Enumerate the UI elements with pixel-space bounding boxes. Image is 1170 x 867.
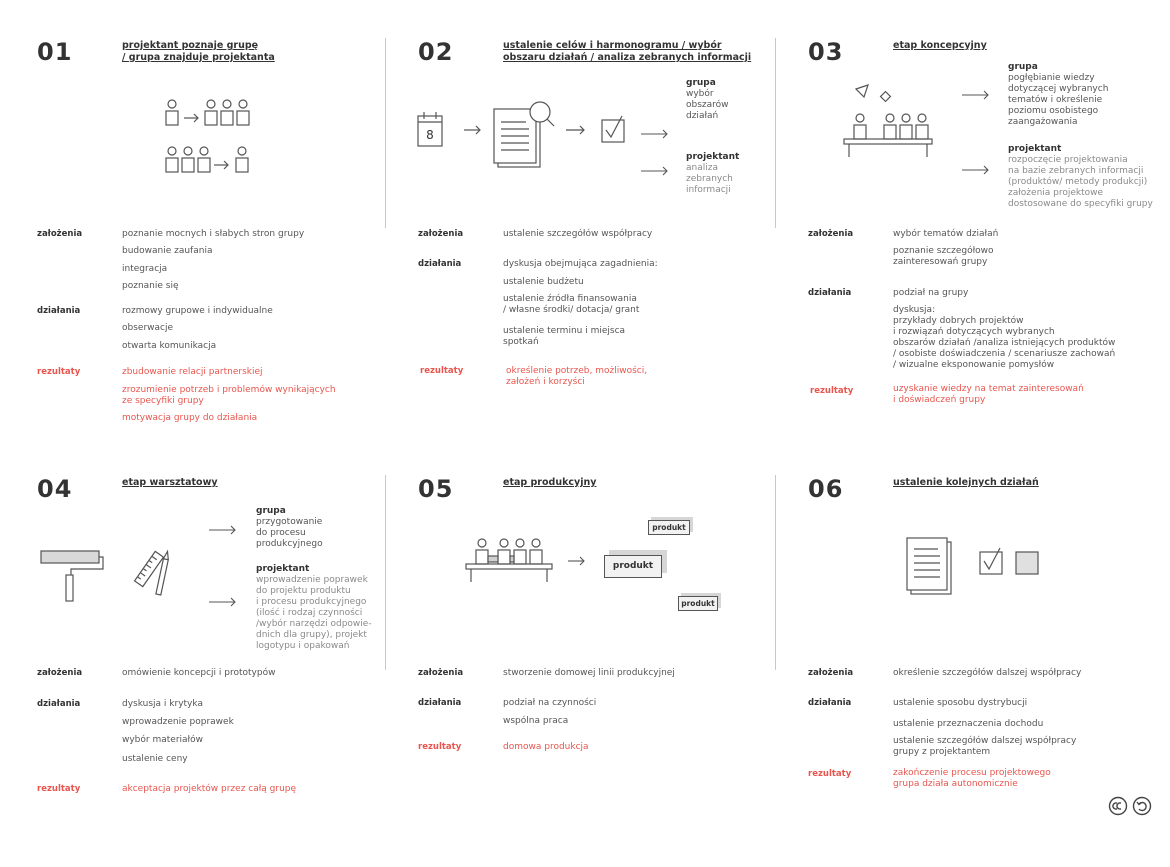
stage-title: ustalenie kolejnych działań	[893, 477, 1039, 488]
production-line-illustration	[464, 537, 556, 583]
calendar-icon	[418, 112, 442, 146]
stage-title: etap koncepcyjny	[893, 40, 987, 51]
action-item: dyskusja: przykłady dobrych projektów i rozwiązań dotyczących wybranych obszarów działań /analiza istniejących produktów / osobiste doświadczenia / scenariusze zachowań / wizualne eksponowanie pomysłów	[893, 305, 1116, 370]
assumption-item: poznanie szczegółowo zainteresowań grupy	[893, 246, 994, 267]
action-item: ustalenie przeznaczenia dochodu	[893, 719, 1044, 729]
checkbox-checked-icon	[980, 548, 1002, 574]
arrow-right-icon	[214, 161, 228, 169]
planning-illustration	[418, 102, 633, 212]
actions-label: działania	[418, 698, 462, 708]
side-note-group: grupa przygotowanie do procesu produkcyjnego	[256, 506, 323, 549]
triangle-icon	[856, 85, 868, 97]
action-item: wspólna praca	[503, 716, 569, 726]
action-item: wybór materiałów	[122, 735, 203, 745]
side-note-label: grupa	[686, 78, 716, 88]
arrow-right-icon	[568, 556, 586, 566]
action-item: ustalenie budżetu	[503, 277, 584, 287]
action-item: wprowadzenie poprawek	[122, 717, 234, 727]
action-item: otwarta komunikacja	[122, 341, 217, 351]
table-icon	[844, 139, 932, 144]
assumption-item: budowanie zaufania	[122, 246, 213, 256]
checkbox-checked-icon	[602, 116, 624, 142]
assumption-item: integracja	[122, 264, 168, 274]
creative-commons-license-icons	[1108, 796, 1154, 816]
action-item: rozmowy grupowe i indywidualne	[122, 306, 273, 316]
assumption-item: poznanie mocnych i słabych stron grupy	[122, 229, 305, 239]
person-icon	[166, 100, 178, 125]
results-label: rezultaty	[37, 367, 81, 377]
result-item: uzyskanie wiedzy na temat zainteresowań i doświadczeń grupy	[893, 384, 1084, 405]
result-item: określenie potrzeb, możliwości, założeń i korzyści	[506, 366, 648, 387]
side-note-designer: projektant wprowadzenie poprawek do projektu produktu i procesu produkcyjnego (ilość i rodzaj czynności /wybór narzędzi odpowie- dnich dla grupy), projekt logotypu i opakowań	[256, 564, 372, 651]
side-note-group: grupa wybór obszarów działań	[686, 78, 729, 121]
arrow-right-icon	[641, 129, 669, 139]
paint-roller-icon	[41, 551, 103, 601]
arrow-right-icon	[209, 525, 237, 535]
result-item: akceptacja projektów przez całą grupę	[122, 784, 297, 794]
side-note-designer: projektant analiza zebranych informacji	[686, 152, 740, 195]
results-label: rezultaty	[418, 742, 462, 752]
actions-label: działania	[808, 698, 852, 708]
action-item: podział na czynności	[503, 698, 597, 708]
action-item: ustalenie sposobu dystrybucji	[893, 698, 1028, 708]
results-label: rezultaty	[420, 366, 464, 376]
assumptions-label: założenia	[808, 229, 854, 239]
actions-label: działania	[418, 259, 462, 269]
result-item: zbudowanie relacji partnerskiej	[122, 367, 263, 377]
arrow-right-icon	[184, 114, 198, 122]
side-note-label: projektant	[256, 564, 310, 574]
action-item: dyskusja obejmująca zagadnienia:	[503, 259, 658, 269]
assumption-item: poznanie się	[122, 281, 179, 291]
assumption-item: wybór tematów działań	[893, 229, 999, 239]
group-icon	[166, 147, 210, 172]
stage-number: 03	[808, 38, 844, 66]
assumptions-label: założenia	[418, 229, 464, 239]
stage-02-panel	[418, 40, 798, 430]
diamond-icon	[881, 92, 891, 102]
stage-01-panel	[37, 40, 417, 430]
stage-number: 04	[37, 475, 73, 503]
product-label: produkt	[612, 561, 654, 571]
stage-04-panel	[37, 477, 417, 867]
stage-title: etap warsztatowy	[122, 477, 218, 488]
stage-number: 01	[37, 38, 73, 66]
assumption-item: określenie szczegółów dalszej współpracy	[893, 668, 1082, 678]
stage-number: 02	[418, 38, 454, 66]
side-note-label: projektant	[1008, 144, 1062, 154]
stage-number: 05	[418, 475, 454, 503]
result-item: motywacja grupy do działania	[122, 413, 258, 423]
arrow-right-icon	[641, 166, 669, 176]
assumption-item: ustalenie szczegółów współpracy	[503, 229, 653, 239]
assumptions-label: założenia	[418, 668, 464, 678]
product-box-small	[648, 520, 690, 535]
side-note-designer: projektant rozpoczęcie projektowania na bazie zebranych informacji (produktów/ metody produkcji) założenia projektowe dostosowane do specyfiki grupy	[1008, 144, 1153, 209]
stage-number: 06	[808, 475, 844, 503]
arrow-right-icon	[566, 126, 584, 134]
actions-label: działania	[808, 288, 852, 298]
side-note-label: grupa	[1008, 62, 1038, 72]
assumption-item: stworzenie domowej linii produkcyjnej	[503, 668, 675, 678]
stage-title: ustalenie celów i harmonogramu / wybór obszaru działań / analiza zebranych informacji	[503, 40, 752, 63]
stage-03-panel	[808, 40, 1170, 430]
person-icon	[236, 147, 248, 172]
next-steps-illustration	[906, 537, 1046, 597]
stage-05-panel	[418, 477, 798, 867]
actions-label: działania	[37, 306, 81, 316]
action-item: podział na grupy	[893, 288, 969, 298]
cc-icon	[1110, 798, 1127, 815]
documents-icon	[907, 538, 951, 594]
action-item: ustalenie źródła finansowania / własne środki/ dotacja/ grant	[503, 294, 640, 315]
action-item: dyskusja i krytyka	[122, 699, 203, 709]
assumptions-label: założenia	[808, 668, 854, 678]
group-meets-designer-illustration	[162, 98, 262, 183]
assumptions-label: założenia	[37, 229, 83, 239]
action-item: ustalenie szczegółów dalszej współpracy grupy z projektantem	[893, 736, 1077, 757]
documents-magnifier-icon	[494, 102, 554, 167]
stage-title: etap produkcyjny	[503, 477, 597, 488]
product-box-small	[678, 596, 718, 611]
side-note-label: projektant	[686, 152, 740, 162]
group-icon	[205, 100, 249, 125]
assumption-item: omówienie koncepcji i prototypów	[122, 668, 276, 678]
result-item: domowa produkcja	[503, 742, 589, 752]
arrow-right-icon	[464, 126, 480, 134]
result-item: zakończenie procesu projektowego grupa działa autonomicznie	[893, 768, 1051, 789]
concept-table-illustration	[842, 85, 942, 160]
product-label: produkt	[681, 599, 715, 608]
results-label: rezultaty	[808, 769, 852, 779]
action-item: ustalenie ceny	[122, 754, 188, 764]
product-label: produkt	[652, 523, 686, 532]
assumptions-label: założenia	[37, 668, 83, 678]
checkbox-empty-icon	[1016, 552, 1038, 574]
workshop-tools-illustration	[41, 545, 181, 605]
side-note-label: grupa	[256, 506, 286, 516]
arrow-right-icon	[962, 90, 990, 100]
table-icon	[466, 564, 552, 569]
action-item: obserwacje	[122, 323, 174, 333]
arrow-right-icon	[962, 165, 990, 175]
stage-title: projektant poznaje grupę / grupa znajduje projektanta	[122, 40, 275, 63]
action-item: ustalenie terminu i miejsca spotkań	[503, 326, 626, 347]
results-label: rezultaty	[37, 784, 81, 794]
arrow-right-icon	[209, 597, 237, 607]
result-item: zrozumienie potrzeb i problemów wynikających ze specyfiki grupy	[122, 385, 336, 406]
calendar-day: 8	[426, 128, 434, 142]
actions-label: działania	[37, 699, 81, 709]
product-box-large	[604, 555, 662, 578]
side-note-group: grupa pogłębianie wiedzy dotyczącej wybranych tematów i określenie poziomu osobistego zaangażowania	[1008, 62, 1109, 127]
results-label: rezultaty	[810, 386, 854, 396]
by-icon	[1134, 798, 1151, 815]
